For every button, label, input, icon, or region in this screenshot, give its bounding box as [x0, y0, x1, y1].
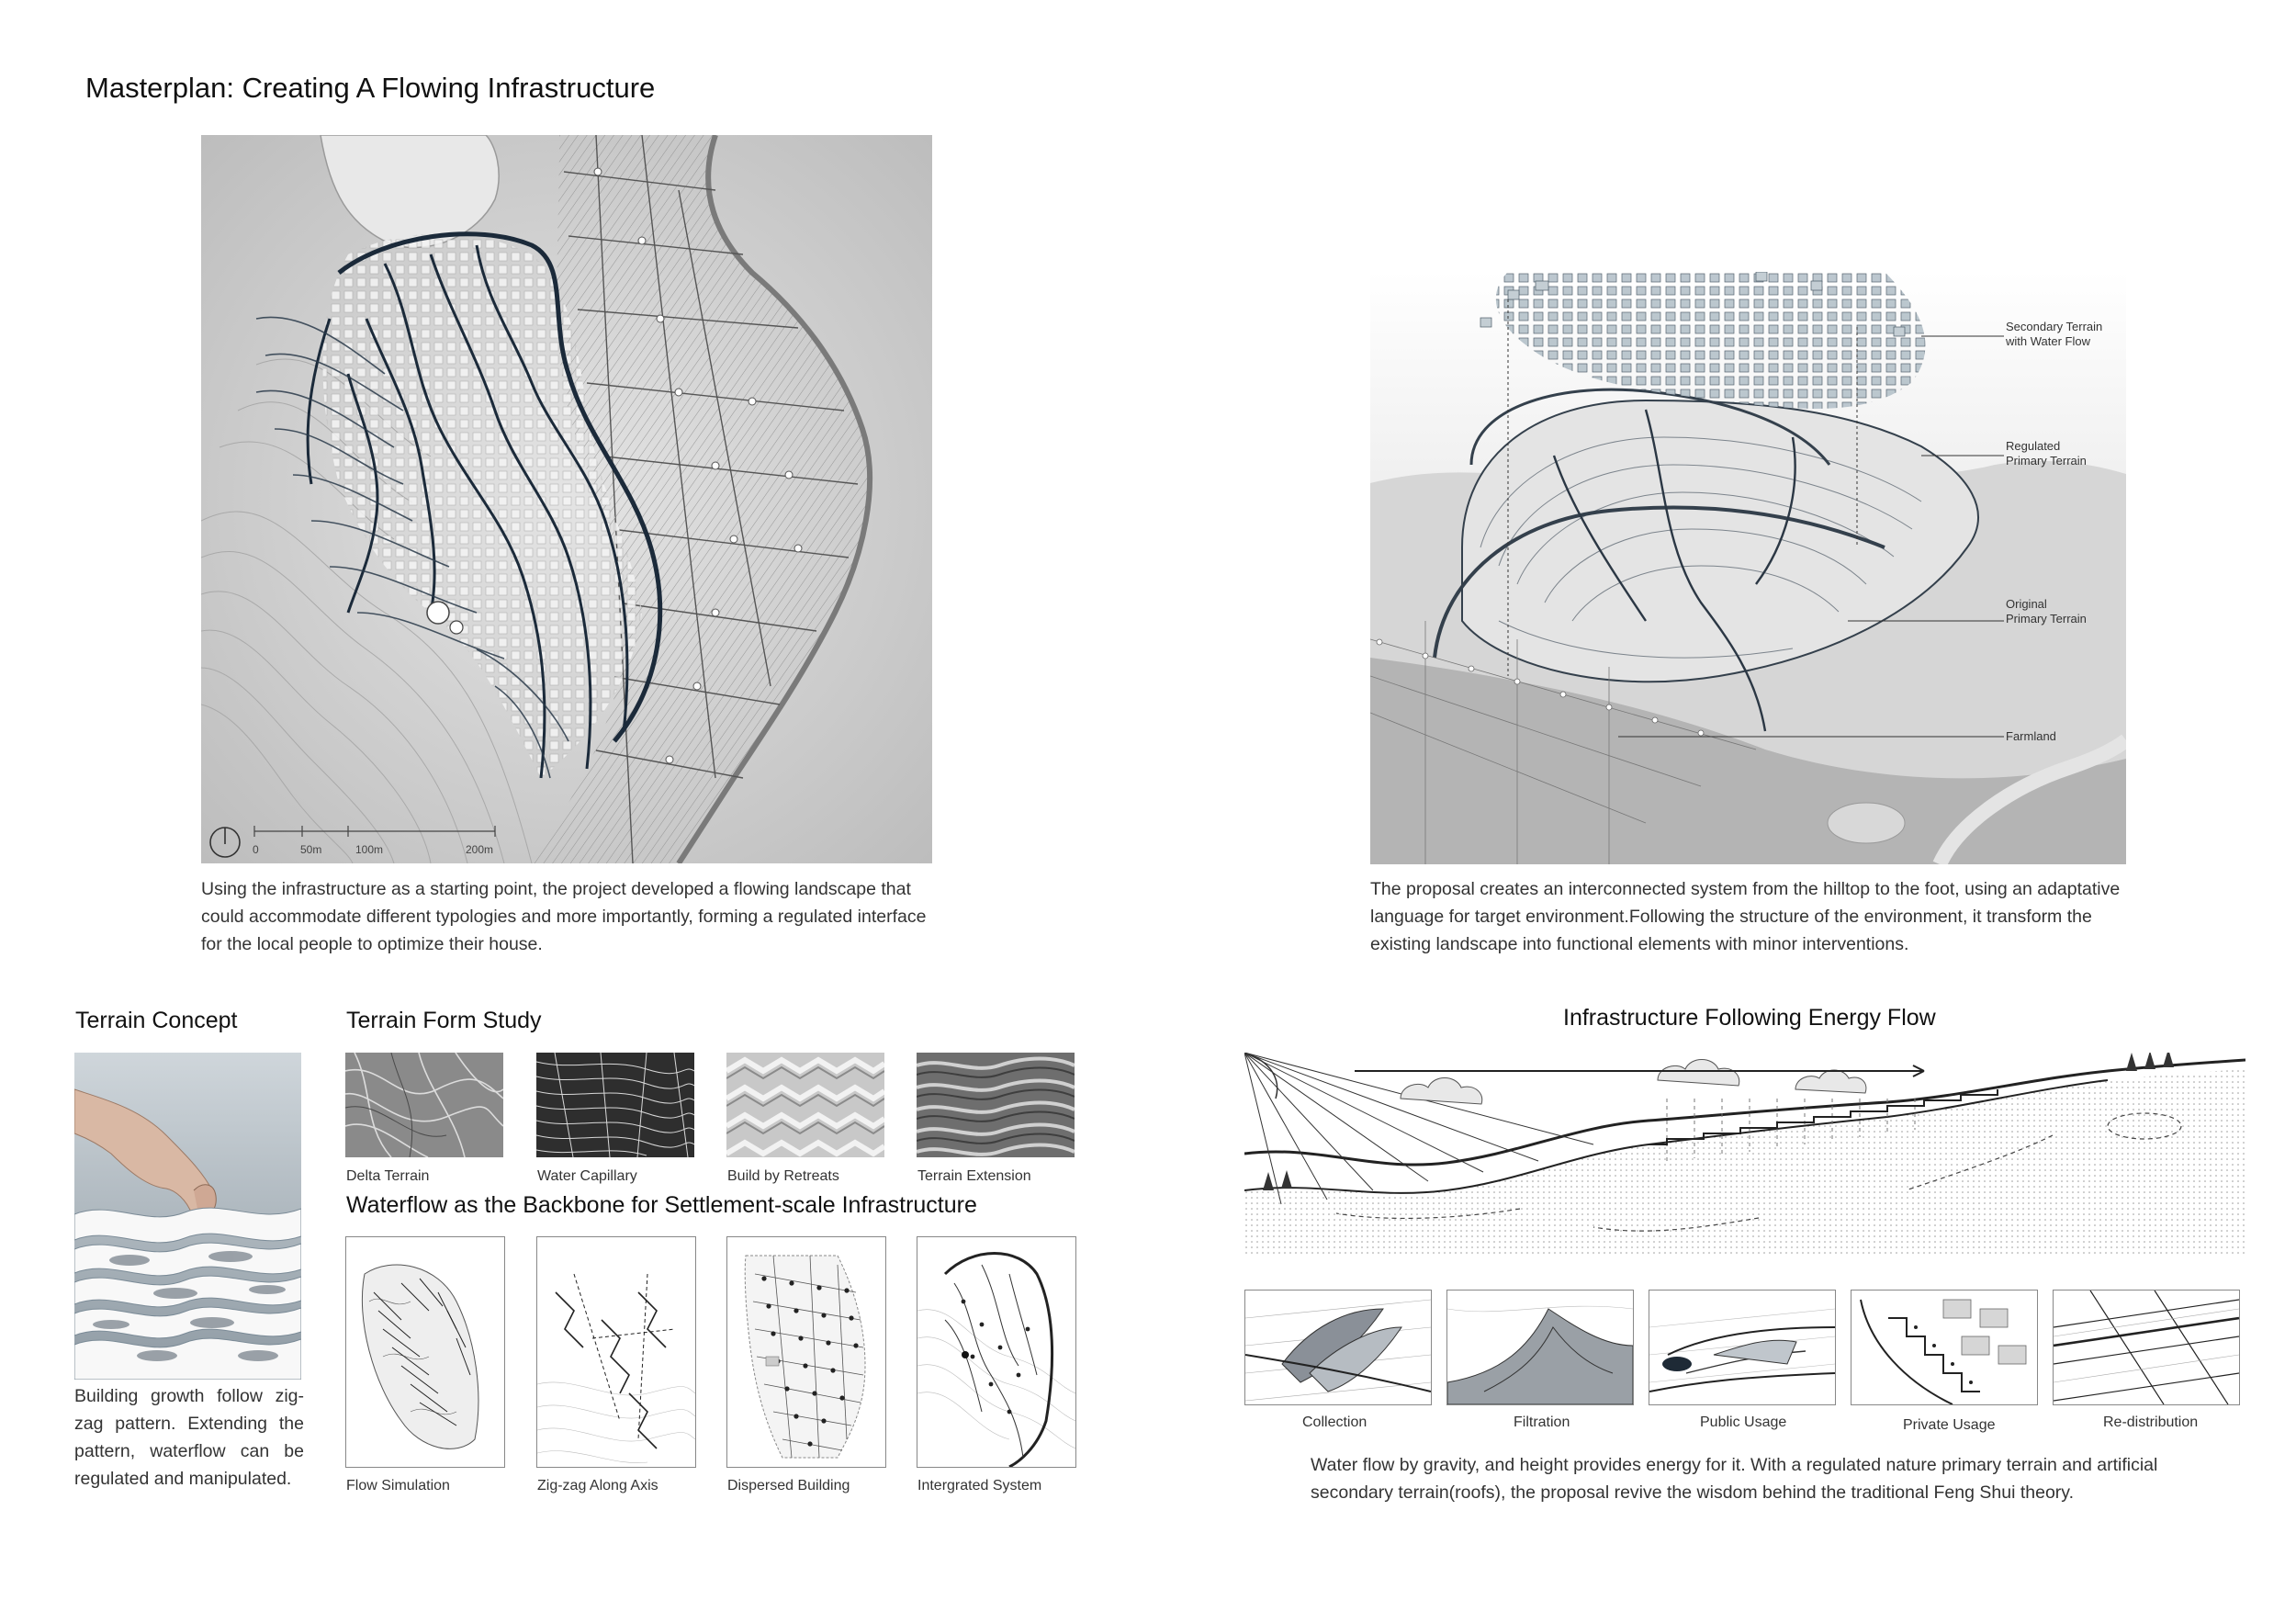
- public-usage-stage-image: [1649, 1290, 1836, 1405]
- caption-terrain-extension: Terrain Extension: [917, 1168, 1031, 1184]
- terrain-concept-photo: [74, 1053, 301, 1380]
- label-regulated-terrain-1: Regulated: [2006, 439, 2061, 453]
- label-secondary-terrain-2: with Water Flow: [2006, 334, 2090, 348]
- scale-label-0: 0: [253, 843, 259, 856]
- caption-flow-simulation: Flow Simulation: [346, 1478, 450, 1493]
- water-capillary-image: [536, 1053, 694, 1157]
- caption-re-distribution: Re-distribution: [2103, 1414, 2199, 1430]
- scale-label-50: 50m: [300, 843, 322, 856]
- caption-build-by-retreats: Build by Retreats: [727, 1168, 839, 1184]
- energy-flow-description: Water flow by gravity, and height provides energy for it. With a regulated nature primary terrain and artificial secondary terrain(roofs), the proposal revive the wisdom behind the traditional Feng Shui theory.: [1311, 1455, 2158, 1503]
- zig-zag-along-axis-diagram: [536, 1236, 696, 1468]
- caption-private-usage: Private Usage: [1903, 1417, 1996, 1433]
- flow-simulation-diagram: [345, 1236, 505, 1468]
- collection-stage-image: [1244, 1290, 1432, 1405]
- label-original-terrain-2: Primary Terrain: [2006, 612, 2087, 626]
- build-by-retreats-image: [726, 1053, 884, 1157]
- terrain-concept-title: Terrain Concept: [75, 1008, 238, 1033]
- caption-integrated-system: Intergrated System: [917, 1478, 1042, 1493]
- caption-dispersed-building: Dispersed Building: [727, 1478, 850, 1493]
- private-usage-stage-image: [1851, 1290, 2038, 1405]
- label-original-terrain-1: Original: [2006, 597, 2047, 611]
- energy-flow-section-diagram: [1244, 1053, 2245, 1257]
- page-title: Masterplan: Creating A Flowing Infrastructure: [85, 72, 656, 104]
- energy-flow-title: Infrastructure Following Energy Flow: [1563, 1005, 1936, 1031]
- caption-collection: Collection: [1302, 1414, 1367, 1430]
- masterplan-map: [201, 135, 932, 863]
- terrain-extension-image: [917, 1053, 1075, 1157]
- terrain-form-study-title: Terrain Form Study: [346, 1008, 542, 1033]
- axonometric-terrain-diagram: [1370, 272, 2126, 864]
- caption-filtration: Filtration: [1514, 1414, 1570, 1430]
- integrated-system-diagram: [917, 1236, 1076, 1468]
- caption-public-usage: Public Usage: [1700, 1414, 1787, 1430]
- caption-zig-zag-along-axis: Zig-zag Along Axis: [537, 1478, 658, 1493]
- masterplan-description: Using the infrastructure as a starting point, the project developed a flowing landscape that could accommodate different typologies and more importantly, forming a regulated interface for the local people to optimize their house.: [201, 879, 927, 954]
- filtration-stage-image: [1446, 1290, 1634, 1405]
- label-regulated-terrain-2: Primary Terrain: [2006, 454, 2087, 468]
- terrain-concept-description: Building growth follow zig-zag pattern. Extending the pattern, waterflow can be regulated and manipulated.: [74, 1386, 304, 1489]
- waterflow-title: Waterflow as the Backbone for Settlement-scale Infrastructure: [346, 1192, 977, 1218]
- dispersed-building-diagram: [726, 1236, 886, 1468]
- label-farmland: Farmland: [2006, 729, 2056, 743]
- re-distribution-stage-image: [2053, 1290, 2240, 1405]
- scale-label-200: 200m: [466, 843, 494, 856]
- delta-terrain-image: [345, 1053, 503, 1157]
- caption-delta-terrain: Delta Terrain: [346, 1168, 430, 1184]
- caption-water-capillary: Water Capillary: [537, 1168, 637, 1184]
- axonometric-description: The proposal creates an interconnected system from the hilltop to the foot, using an adaptative language for target environment.Following the structure of the environment, it transform the existing landscape into functional elements with minor interventions.: [1370, 879, 2121, 954]
- label-secondary-terrain-1: Secondary Terrain: [2006, 320, 2103, 333]
- scale-label-100: 100m: [355, 843, 384, 856]
